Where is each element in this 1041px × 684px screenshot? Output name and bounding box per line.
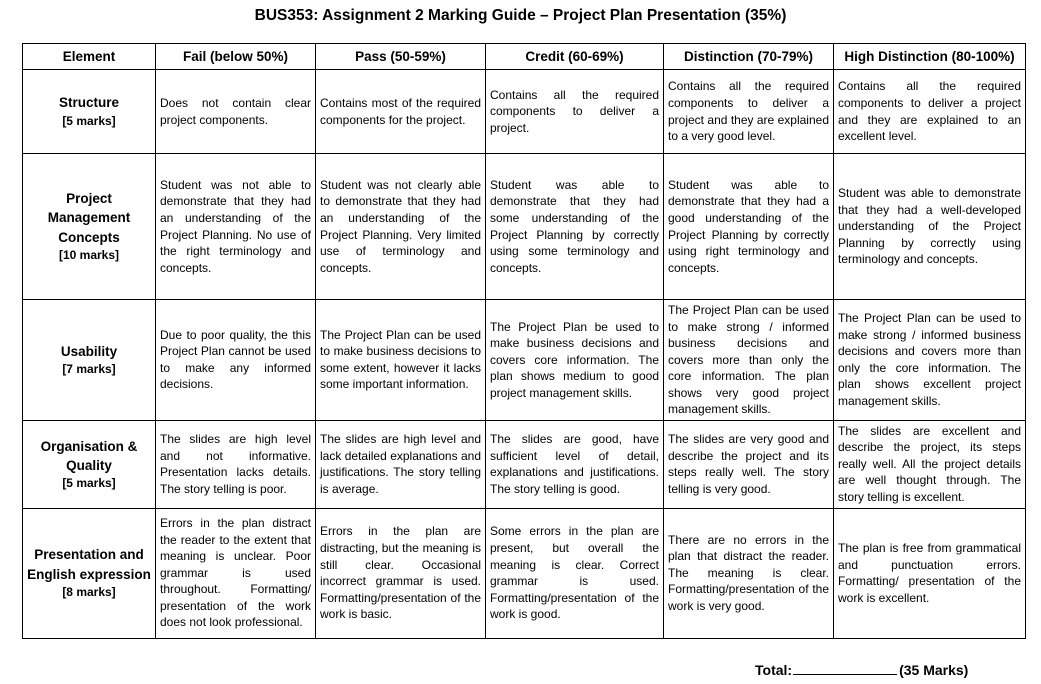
credit-criteria: The slides are good, have sufficient level of detail, explanations and justifications. The story telling is good. — [486, 420, 664, 508]
column-header-pass: Pass (50-59%) — [316, 44, 486, 70]
column-header-distinction: Distinction (70-79%) — [664, 44, 834, 70]
distinction-criteria: The Project Plan can be used to make strong / informed business decisions and covers more than only the core information. The plan shows very good project management skills. — [664, 300, 834, 421]
document-title: BUS353: Assignment 2 Marking Guide – Project Plan Presentation (35%) — [254, 7, 787, 24]
pass-criteria: The Project Plan can be used to make business decisions to some extent, however it lacks some important information. — [316, 300, 486, 421]
marking-guide-table — [22, 43, 1026, 639]
table-row-usability — [23, 300, 1026, 421]
element-cell — [23, 300, 156, 421]
credit-criteria: Some errors in the plan are present, but overall the meaning is clear. Correct grammar is used. Formatting/presentation of the work is good. — [486, 508, 664, 638]
element-marks: [8 marks] — [62, 584, 116, 599]
distinction-criteria: There are no errors in the plan that distract the reader. The meaning is clear. Formatting/presentation of the work is very good. — [664, 508, 834, 638]
high-distinction-criteria: Contains all the required components to deliver a project and they are explained to an excellent level. — [834, 70, 1026, 154]
total-marks-line — [755, 662, 968, 678]
element-marks: [10 marks] — [58, 247, 120, 262]
pass-criteria: Errors in the plan are distracting, but the meaning is still clear. Occasional incorrect grammar is used. Formatting/presentation of the work is basic. — [316, 508, 486, 638]
element-name: Presentation and English expression — [27, 547, 151, 582]
table-row-structure — [23, 70, 1026, 154]
high-distinction-criteria: The plan is free from grammatical and punctuation errors. Formatting/ presentation of the work is excellent. — [834, 508, 1026, 638]
distinction-criteria: Student was able to demonstrate that they had a good understanding of the Project Planning by correctly using right terminology and concepts. — [664, 154, 834, 300]
column-header-credit: Credit (60-69%) — [486, 44, 664, 70]
fail-criteria: Does not contain clear project components. — [156, 70, 316, 154]
element-cell — [23, 70, 156, 154]
fail-criteria: Errors in the plan distract the reader to the extent that meaning is unclear. Poor grammar is used throughout. Formatting/ presentation of the work does not look professional. — [156, 508, 316, 638]
fail-criteria: Due to poor quality, the this Project Plan cannot be used to make any informed decisions. — [156, 300, 316, 421]
fail-criteria: Student was not able to demonstrate that they had an understanding of the Project Planning. No use of the right terminology and concepts. — [156, 154, 316, 300]
element-name: Usability — [60, 343, 118, 359]
element-cell — [23, 508, 156, 638]
total-suffix: (35 Marks) — [899, 662, 969, 678]
element-marks: [5 marks] — [62, 475, 116, 490]
table-row-presentation-english-expression — [23, 508, 1026, 638]
table-row-organisation-quality — [23, 420, 1026, 508]
element-marks: [5 marks] — [62, 113, 116, 128]
element-name: Structure — [58, 95, 119, 111]
column-header-fail: Fail (below 50%) — [156, 44, 316, 70]
high-distinction-criteria: Student was able to demonstrate that they had a well-developed understanding of the Project Planning by correctly using terminology and concepts. — [834, 154, 1026, 300]
credit-criteria: The Project Plan be used to make business decisions and covers core information. The plan shows medium to good project management skills. — [486, 300, 664, 421]
element-cell — [23, 420, 156, 508]
pass-criteria: The slides are high level and lack detailed explanations and justifications. The story telling is average. — [316, 420, 486, 508]
high-distinction-criteria: The slides are excellent and describe the project, its steps really well. All the project details are well thought through. The story telling is excellent. — [834, 420, 1026, 508]
table-header-row — [23, 44, 1026, 70]
total-blank-line — [793, 662, 897, 675]
distinction-criteria: The slides are very good and describe the project and its steps really well. The story telling is very good. — [664, 420, 834, 508]
credit-criteria: Student was able to demonstrate that they had some understanding of the Project Planning by correctly using some terminology and concepts. — [486, 154, 664, 300]
distinction-criteria: Contains all the required components to deliver a project and they are explained to a very good level. — [664, 70, 834, 154]
high-distinction-criteria: The Project Plan can be used to make strong / informed business decisions and covers more than only the core information. The plan shows excellent project management skills. — [834, 300, 1026, 421]
credit-criteria: Contains all the required components to deliver a project. — [486, 70, 664, 154]
pass-criteria: Student was not clearly able to demonstrate that they had an understanding of the Project Planning. Very limited use of terminology and concepts. — [316, 154, 486, 300]
pass-criteria: Contains most of the required components for the project. — [316, 70, 486, 154]
column-header-high-distinction: High Distinction (80-100%) — [834, 44, 1026, 70]
element-name: Organisation & Quality — [40, 438, 138, 473]
element-cell — [23, 154, 156, 300]
element-marks: [7 marks] — [62, 361, 116, 376]
total-label: Total: — [755, 662, 793, 678]
fail-criteria: The slides are high level and not informative. Presentation lacks details. The story telling is poor. — [156, 420, 316, 508]
element-name: Project Management Concepts — [47, 191, 131, 245]
table-row-project-management-concepts — [23, 154, 1026, 300]
column-header-element: Element — [23, 44, 156, 70]
